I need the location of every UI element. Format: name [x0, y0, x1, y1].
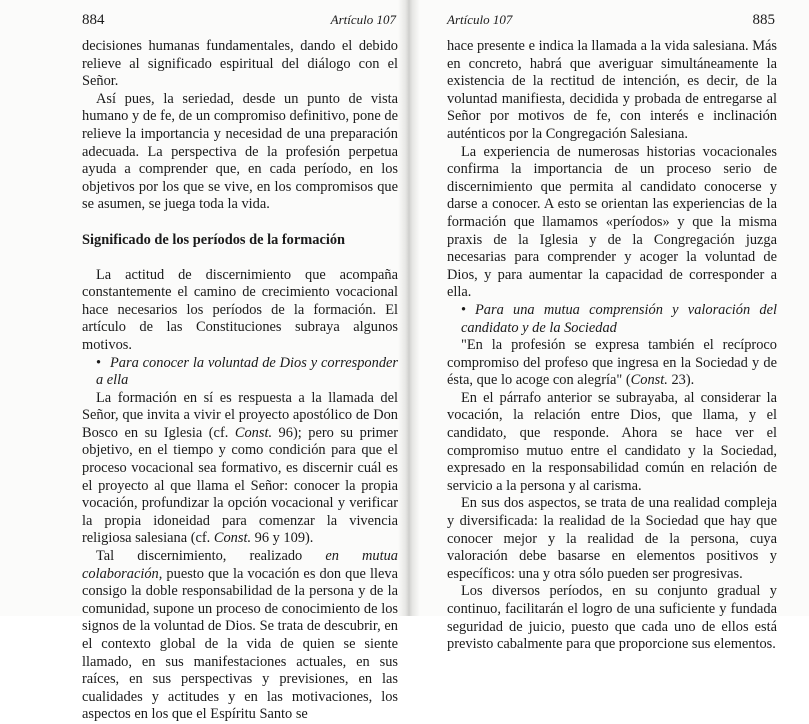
right-bullet-text: Para una mutua comprensión y valoración del candidato y de la Sociedad — [461, 301, 777, 336]
right-quote-part-a: "En la profesión se expresa también el recíproco compromiso del profeso que ingresa en la Sociedad y de ésta, que lo acoge con alegría" ( — [447, 337, 777, 389]
left-paragraph-5 — [82, 548, 398, 724]
left-paragraph-1: decisiones humanas fundamentales, dando el debido relieve al significado espiritual del diálogo con el Señor. — [82, 38, 398, 90]
left-p4-const-2: Const. — [213, 530, 252, 547]
right-paragraph-4: En sus dos aspectos, se trata de una realidad compleja y diversificada: la realidad de la Sociedad que hay que conocer mejor y la realidad de la persona, cuya valoración debe basarse en elementos positivos y específicos: una y otra sólo pueden ser progresivas. — [447, 495, 777, 582]
right-quote-const: Const. — [630, 372, 668, 389]
left-page-number: 884 — [82, 12, 105, 28]
right-bullet-heading — [447, 302, 777, 337]
right-paragraph-3: En el párrafo anterior se subrayaba, al considerar la vocación, la relación entre Dios, que llama, y el candidato, que responde. Ahora se hace ver el compromiso mutuo entre el candidato y la Sociedad, expresado en la responsabilidad común en relación de servicio a la persona y al carisma. — [447, 389, 777, 494]
right-running-head — [447, 12, 775, 28]
left-p4-const-1: Const. — [234, 424, 273, 441]
book-gutter — [398, 0, 420, 616]
left-p5-part-b: puesto que la vocación es don que lleva consigo la doble responsabilidad de la persona y de la comunidad, supone un proceso de conocimiento de los signos de la voluntad de Dios. Se trata de descubrir, en el contexto global de la vida de quien se siente llamado, en sus manifestaciones actuales, en sus raíces, en sus perspectivas y previsiones, en las cualidades y actitudes y en las motivaciones, los aspectos en los que el Espíritu Santo se — [82, 565, 398, 723]
right-quote-paragraph — [447, 337, 777, 390]
right-paragraph-1: hace presente e indica la llamada a la vida salesiana. Más en concreto, habrá que averiguar simultáneamente la existencia de la rectitud de intención, es decir, de la voluntad manifiesta, decidida y probada de entregarse al Señor por motivos de fe, con interés e inclinación auténticos por la Congregación Salesiana. — [447, 38, 777, 142]
left-bullet-text: Para conocer la voluntad de Dios y corresponder a ella — [96, 354, 398, 389]
right-page-number: 885 — [752, 12, 775, 28]
bullet-dot-icon: • — [96, 354, 102, 371]
bullet-dot-icon: • — [461, 301, 467, 318]
left-p4-part-a: La formación en sí es respuesta a la llamada del Señor, que invita a vivir el proyecto apostólico de Don Bosco en su Iglesia (cf. — [82, 389, 398, 441]
left-paragraph-4 — [82, 390, 398, 548]
right-body-text — [447, 38, 777, 654]
section-heading: Significado de los períodos de la formación — [82, 231, 346, 248]
right-quote-part-b: 23). — [667, 372, 695, 389]
left-bullet-heading — [82, 355, 398, 390]
left-body-text — [82, 38, 398, 724]
left-p4-part-b: 96); pero su primer objetivo, en el tiempo y como condición para que el proceso vocacional sea formativo, es discernir cuál es el proyecto al que llama el Señor: conocer la propia vocación, profundizar la opción vocacional y verificar la propia idoneidad para comenzar la vivencia religiosa salesiana (cf. — [82, 424, 399, 547]
left-running-head — [82, 12, 396, 28]
right-paragraph-5: Los diversos períodos, en su conjunto gradual y continuo, facilitarán el logro de una suficiente y fundada seguridad de juicio, puesto que cada uno de ellos está previsto cabalmente para que proporcione sus elementos. — [447, 583, 777, 653]
right-page — [405, 0, 809, 653]
left-running-title: Artículo 107 — [330, 12, 396, 27]
left-paragraph-2: Así pues, la seriedad, desde un punto de vista humano y de fe, de un compromiso definitivo, pone de relieve la importancia y necesidad de una preparación adecuada. La perspectiva de la profesión perpetua ayuda a comprender que, en cada período, en los objetivos por los que se vive, en los compromisos que se asumen, se juega toda la vida. — [82, 90, 398, 213]
left-paragraph-3: La actitud de discernimiento que acompaña constantemente el camino de crecimiento vocacional hace necesarios los períodos de la formación. El artículo de las Constituciones subraya algunos motivos. — [82, 266, 398, 353]
left-p5-part-a: Tal discernimiento, realizado — [96, 548, 326, 565]
left-p4-part-c: 96 y 109). — [251, 530, 314, 547]
right-paragraph-2: La experiencia de numerosas historias vocacionales confirma la importancia de un proceso serio de discernimiento que permita al candidato conocerse y darse a conocer. A esto se orientan las experiencias de la formación que llamamos «períodos» y que la misma praxis de la Iglesia y de la Congregación juzga necesarias para comprender y acoger la voluntad de Dios, y para aumentar la capacidad de corresponder a ella. — [447, 143, 777, 301]
left-p5-emphasis: en mutua colaboración, — [82, 548, 398, 582]
right-running-title: Artículo 107 — [447, 12, 513, 27]
left-page — [0, 0, 405, 723]
